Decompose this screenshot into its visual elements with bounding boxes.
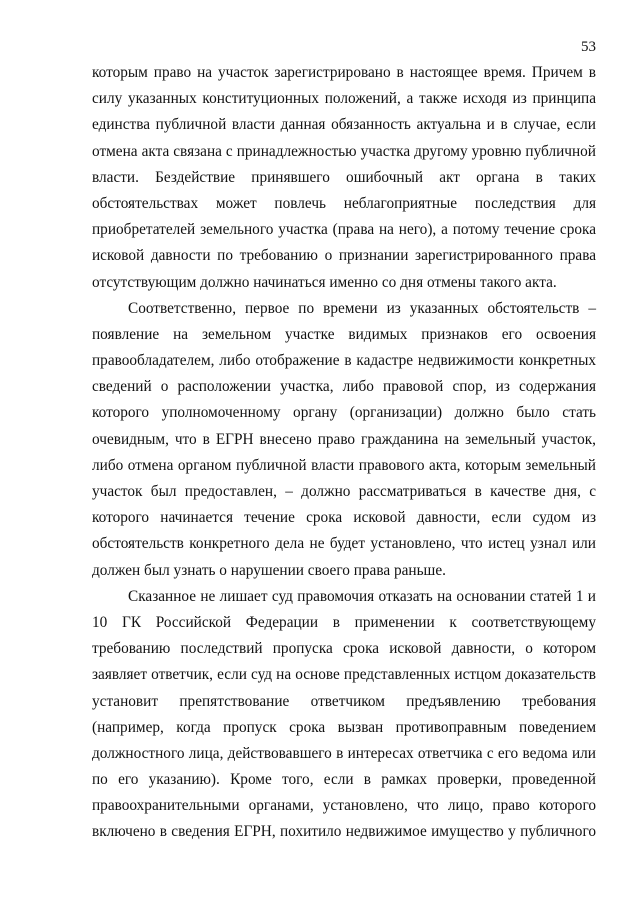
text-line: Сказанное не лишает суд правомочия отказать на основании статей 1 и (128, 587, 596, 605)
text-line: приобретателей земельного участка (права на него), а потому течение срока (92, 221, 596, 239)
text-line: которого уполномоченному органу (организации) должно было стать (92, 404, 596, 422)
text-line: очевидным, что в ЕГРН внесено право гражданина на земельный участок, (92, 430, 596, 448)
text-line: отсутствующим должно начинаться именно со дня отмены такого акта. (92, 273, 557, 291)
text-line: правоохранительными органами, установлено, что лицо, право которого (92, 797, 596, 815)
text-line: по его указанию). Кроме того, если в рамках проверки, проведенной (92, 771, 596, 789)
text-line: правообладателем, либо отображение в кадастре недвижимости конкретных (92, 352, 596, 370)
text-line: которым право на участок зарегистрировано в настоящее время. Причем в (92, 64, 596, 81)
document-body (92, 60, 596, 846)
text-line: единства публичной власти данная обязанность актуальна и в случае, если (92, 116, 596, 134)
text-line: сведений о расположении участка, либо правовой спор, из содержания (92, 378, 596, 396)
paragraph-1 (92, 60, 596, 296)
text-line: 10 ГК Российской Федерации в применении к соответствующему (92, 613, 596, 631)
text-line: отмена акта связана с принадлежностью участка другому уровню публичной (92, 142, 596, 160)
text-line: (например, когда пропуск срока вызван противоправным поведением (92, 718, 596, 736)
text-line: требованию последствий пропуска срока исковой давности, о котором (92, 640, 596, 658)
text-line: должен был узнать о нарушении своего права раньше. (92, 561, 446, 579)
text-line: силу указанных конституционных положений, а также исходя из принципа (92, 90, 596, 108)
text-line: которого начинается течение срока исковой давности, если судом из (92, 509, 596, 527)
text-line: исковой давности по требованию о признании зарегистрированного права (92, 247, 596, 265)
page-number: 53 (581, 39, 596, 55)
text-line: включено в сведения ЕГРН, похитило недвижимое имущество у публичного (92, 823, 596, 841)
paragraph-2 (92, 296, 596, 584)
text-line: должностного лица, действовавшего в интересах ответчика с его ведома или (92, 744, 596, 762)
text-line: либо отмена органом публичной власти правового акта, которым земельный (92, 456, 596, 474)
text-line: обстоятельств конкретного дела не будет установлено, что истец узнал или (92, 535, 596, 553)
text-line: участок был предоставлен, – должно рассматриваться в качестве дня, с (92, 483, 596, 500)
text-line: обстоятельствах может повлечь неблагоприятные последствия для (92, 194, 596, 212)
text-line: установит препятствование ответчиком предъявлению требования (92, 692, 596, 710)
paragraph-3 (92, 584, 596, 846)
text-line: заявляет ответчик, если суд на основе представленных истцом доказательств (92, 666, 596, 684)
text-line: появление на земельном участке видимых признаков его освоения (92, 325, 596, 343)
text-line: власти. Бездействие принявшего ошибочный акт органа в таких (92, 168, 596, 186)
text-line: Соответственно, первое по времени из указанных обстоятельств – (128, 299, 596, 317)
